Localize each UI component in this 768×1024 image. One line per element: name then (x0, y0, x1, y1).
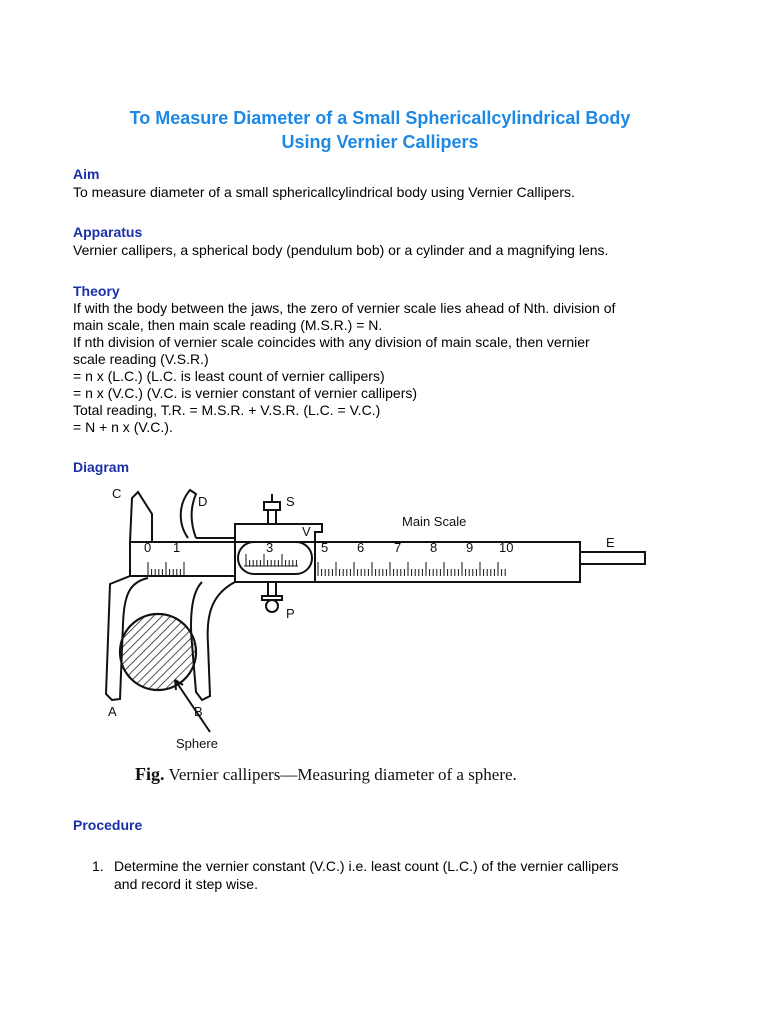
vernier-window (238, 542, 312, 574)
theory-text (73, 300, 693, 436)
tick-label-10: 10 (499, 540, 514, 555)
figure-caption (135, 764, 695, 785)
theory-line: = n x (V.C.) (V.C. is vernier constant of vernier callipers) (73, 385, 418, 401)
tick-label-7: 7 (394, 540, 402, 555)
list-item (92, 857, 692, 893)
theory-line: = n x (L.C.) (L.C. is least count of vernier callipers) (73, 368, 385, 384)
theory-line: scale reading (V.S.R.) (73, 351, 209, 367)
sliding-jaw (191, 582, 235, 700)
title-line-1: To Measure Diameter of a Small Sphericallcylindrical Body (129, 108, 631, 128)
list-item-line: Determine the vernier constant (V.C.) i.e. least count (L.C.) of the vernier callipers (114, 858, 619, 874)
tick-label-8: 8 (430, 540, 438, 555)
aim-text (73, 184, 693, 201)
vernier-calliper-diagram (90, 484, 660, 754)
label-s: S (286, 494, 295, 509)
apparatus-text-line: Vernier callipers, a spherical body (pendulum bob) or a cylinder and a magnifying lens. (73, 242, 609, 258)
list-item-line: and record it step wise. (114, 876, 258, 892)
label-c: C (112, 486, 122, 501)
vernier-scale-ticks (244, 554, 298, 566)
label-e: E (606, 535, 615, 550)
label-a: A (108, 704, 117, 719)
clamp-screw-s (264, 494, 280, 524)
list-item-text (114, 857, 692, 893)
theory-line: Total reading, T.R. = M.S.R. + V.S.R. (L.C. = V.C.) (73, 402, 381, 418)
fine-screw-knob (266, 600, 278, 612)
theory-line: main scale, then main scale reading (M.S.R.) = N. (73, 317, 383, 333)
tick-label-9: 9 (466, 540, 474, 555)
theory-line: If nth division of vernier scale coincides with any division of main scale, then vernier (73, 334, 590, 350)
label-d: D (198, 494, 208, 509)
caption-text: Vernier callipers—Measuring diameter of a sphere. (168, 765, 517, 784)
tick-label-6: 6 (357, 540, 365, 555)
label-b: B (194, 704, 203, 719)
aim-heading: Aim (73, 166, 100, 182)
title-line-2: Using Vernier Callipers (281, 132, 479, 152)
label-main-scale: Main Scale (402, 514, 467, 529)
document-title (60, 106, 700, 154)
fine-screw-p (262, 582, 282, 600)
apparatus-heading: Apparatus (73, 224, 143, 240)
diagram-heading: Diagram (73, 459, 130, 475)
tick-label-5: 5 (321, 540, 329, 555)
vernier-calliper-figure (90, 484, 660, 754)
theory-line: = N + n x (V.C.). (73, 419, 173, 435)
label-v: V (302, 524, 311, 539)
theory-heading: Theory (73, 283, 120, 299)
main-scale-ticks (148, 562, 505, 576)
sliding-upper-jaw (181, 490, 196, 538)
fixed-upper-jaw (130, 492, 152, 542)
aim-text-line: To measure diameter of a small sphericallcylindrical body using Vernier Callipers. (73, 184, 575, 200)
sphere (120, 614, 196, 690)
label-p: P (286, 606, 295, 621)
theory-line: If with the body between the jaws, the zero of vernier scale lies ahead of Nth. division of (73, 300, 616, 316)
label-sphere: Sphere (176, 736, 218, 751)
caption-fig-label: Fig. (135, 764, 165, 784)
tick-label-0: 0 (144, 540, 152, 555)
label-vernier-3: 3 (266, 540, 274, 555)
list-item-number: 1. (92, 858, 104, 874)
sphere-pointer (175, 680, 210, 732)
tick-label-1: 1 (173, 540, 181, 555)
depth-rod (580, 552, 645, 564)
procedure-list (92, 857, 692, 893)
procedure-heading: Procedure (73, 817, 143, 833)
apparatus-text (73, 242, 693, 259)
